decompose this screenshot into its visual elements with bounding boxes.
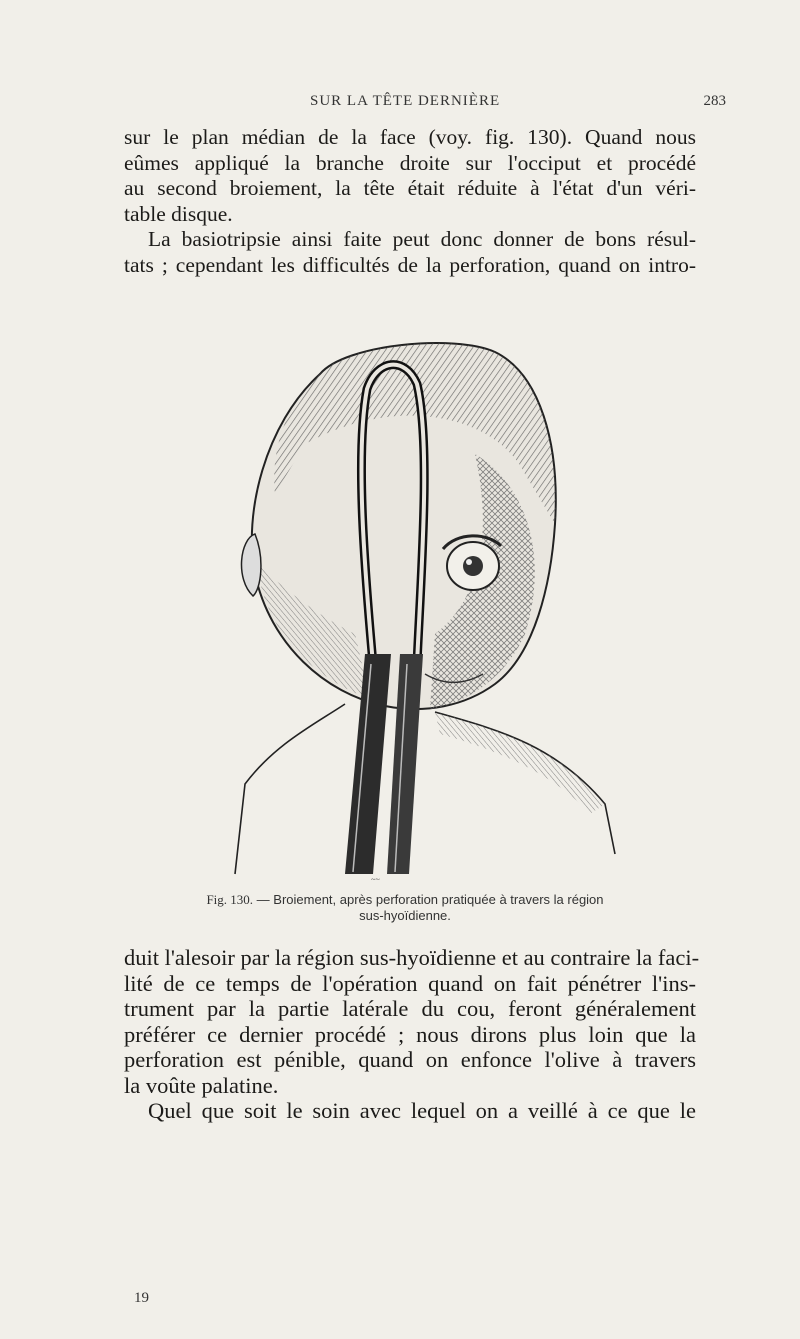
text-line: sur le plan médian de la face (voy. fig. 130). Quand nous <box>124 125 696 149</box>
figure-number: Fig. 130. <box>206 892 254 907</box>
head-engraving-image <box>195 334 635 886</box>
running-title: SUR LA TÊTE DERNIÈRE <box>310 93 501 109</box>
text-line: préférer ce dernier procédé ; nous dirons plus loin que la <box>124 1021 696 1047</box>
paragraph-1 <box>124 125 696 278</box>
text-line: trument par la partie latérale du cou, feront généralement <box>124 996 696 1021</box>
svg-text:~~: ~~ <box>371 875 380 884</box>
running-header <box>0 93 800 117</box>
text-line: duit l'alesoir par la région sus-hyoïdienne et au contraire la faci- <box>124 945 700 970</box>
text-line: tats ; cependant les difficultés de la perforation, quand on intro- <box>124 252 696 277</box>
caption-text: — Broiement, après perforation pratiquée à travers la région <box>256 892 604 907</box>
text-line: table disque. <box>124 201 233 226</box>
text-line: eûmes appliqué la branche droite sur l'occiput et procédé <box>124 150 696 175</box>
text-line: Quel que soit le soin avec lequel on a veillé à ce que le <box>148 1098 696 1123</box>
text-line: lité de ce temps de l'opération quand on fait pénétrer l'ins- <box>124 970 696 996</box>
caption-text-continued: sus-hyoïdienne. <box>359 908 451 923</box>
text-line: la voûte palatine. <box>124 1072 279 1098</box>
paragraph-2 <box>124 945 700 1124</box>
figure-130-illustration <box>195 334 635 886</box>
text-line: au second broiement, la tête était réduite à l'état d'un véri- <box>124 176 696 200</box>
text-line: perforation est pénible, quand on enfonce l'olive à travers <box>124 1047 696 1072</box>
printer-signature: 19 <box>134 1290 149 1306</box>
page-number: 283 <box>703 93 726 109</box>
figure-caption <box>150 892 660 924</box>
text-line: La basiotripsie ainsi faite peut donc donner de bons résul- <box>148 227 696 251</box>
